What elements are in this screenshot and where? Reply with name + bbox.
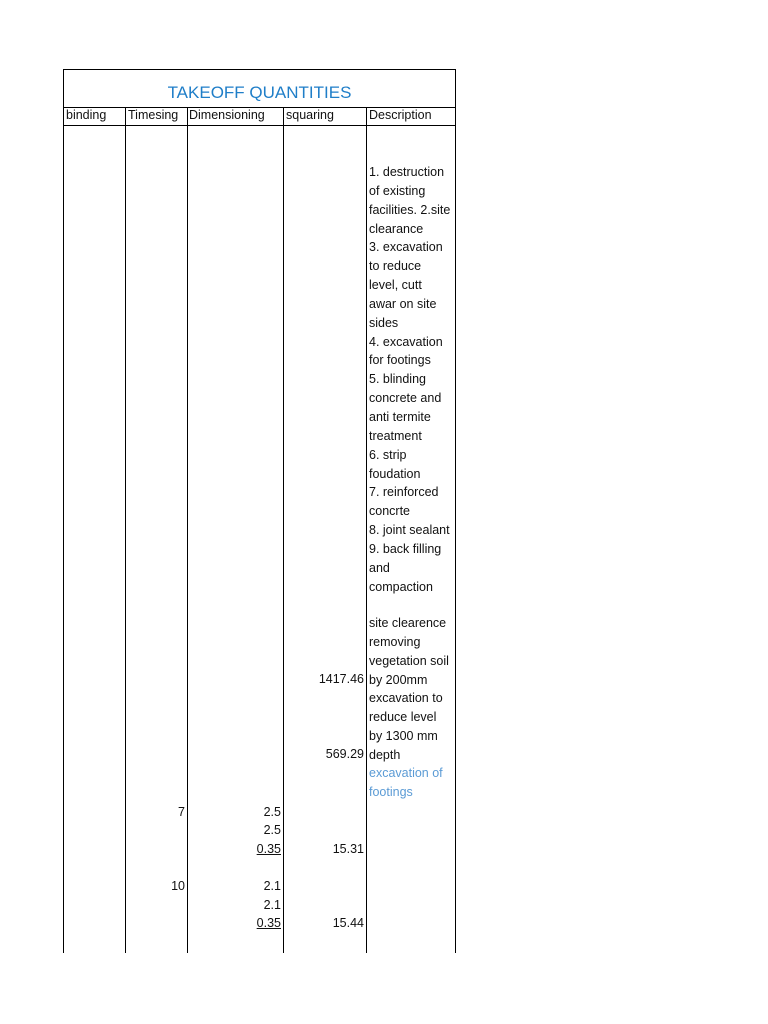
squaring-value: 15.44 (332, 916, 364, 930)
description-line: depth (369, 747, 401, 762)
dimension-value: 2.1 (263, 898, 281, 912)
description-line: removing (369, 634, 421, 649)
squaring-site-clearance: 1417.46 (318, 672, 364, 686)
description-line: treatment (369, 428, 422, 443)
description-line: and (369, 560, 390, 575)
dimension-value: 0.35 (256, 916, 281, 930)
description-line: to reduce (369, 259, 422, 274)
dimension-value: 2.5 (263, 805, 281, 819)
description-line: excavation of (369, 766, 443, 780)
description-line: of existing (369, 183, 426, 198)
description-line: 1. destruction (369, 165, 445, 179)
description-line: sides (369, 315, 399, 330)
description-line: clearance (369, 221, 424, 236)
description-line: concrete and (369, 391, 442, 406)
description-site-clearance (369, 614, 455, 765)
col-divider-1 (125, 107, 126, 953)
col-divider-2 (187, 107, 188, 953)
description-line: 5. blinding (369, 372, 426, 387)
col-divider-4 (366, 107, 367, 953)
timesing-value: 7 (178, 805, 185, 819)
right-border (455, 69, 456, 953)
description-line: 9. back filling (369, 541, 442, 556)
description-line: for footings (369, 353, 431, 368)
description-line: anti termite (369, 409, 431, 424)
description-excavation-footings (369, 764, 455, 802)
header-description: Description (369, 108, 432, 122)
description-line: level, cutt (369, 278, 422, 293)
header-bottom-border (63, 125, 456, 126)
description-line: footings (369, 784, 413, 799)
description-line: by 200mm (369, 672, 428, 687)
timesing-value: 10 (171, 879, 185, 893)
description-line: excavation to (369, 691, 443, 706)
description-line: 7. reinforced (369, 485, 439, 500)
description-line: 8. joint sealant (369, 523, 450, 538)
description-line: compaction (369, 579, 433, 594)
left-border (63, 69, 64, 953)
description-line: vegetation soil (369, 653, 449, 668)
header-timesing: Timesing (128, 108, 179, 122)
description-line: concrte (369, 504, 410, 519)
description-line: reduce level (369, 710, 437, 725)
description-line: awar on site (369, 296, 437, 311)
header-squaring: squaring (286, 108, 334, 122)
sheet-title: TAKEOFF QUANTITIES (167, 83, 352, 102)
col-divider-3 (283, 107, 284, 953)
header-binding: binding (66, 108, 107, 122)
top-border (63, 69, 456, 70)
squaring-value: 15.31 (332, 842, 364, 856)
description-line: 3. excavation (369, 240, 443, 255)
description-line: foudation (369, 466, 421, 481)
description-line: site clearence (369, 616, 447, 630)
squaring-excavation-reduce: 569.29 (325, 747, 364, 761)
dimension-value: 2.5 (263, 823, 281, 837)
header-dimensioning: Dimensioning (189, 108, 265, 122)
description-line: by 1300 mm (369, 729, 438, 744)
description-line: 6. strip (369, 447, 407, 462)
description-line: 4. excavation (369, 334, 443, 349)
description-items (369, 163, 455, 597)
dimension-value: 0.35 (256, 842, 281, 856)
description-line: facilities. 2.site (369, 202, 451, 217)
dimension-value: 2.1 (263, 879, 281, 893)
